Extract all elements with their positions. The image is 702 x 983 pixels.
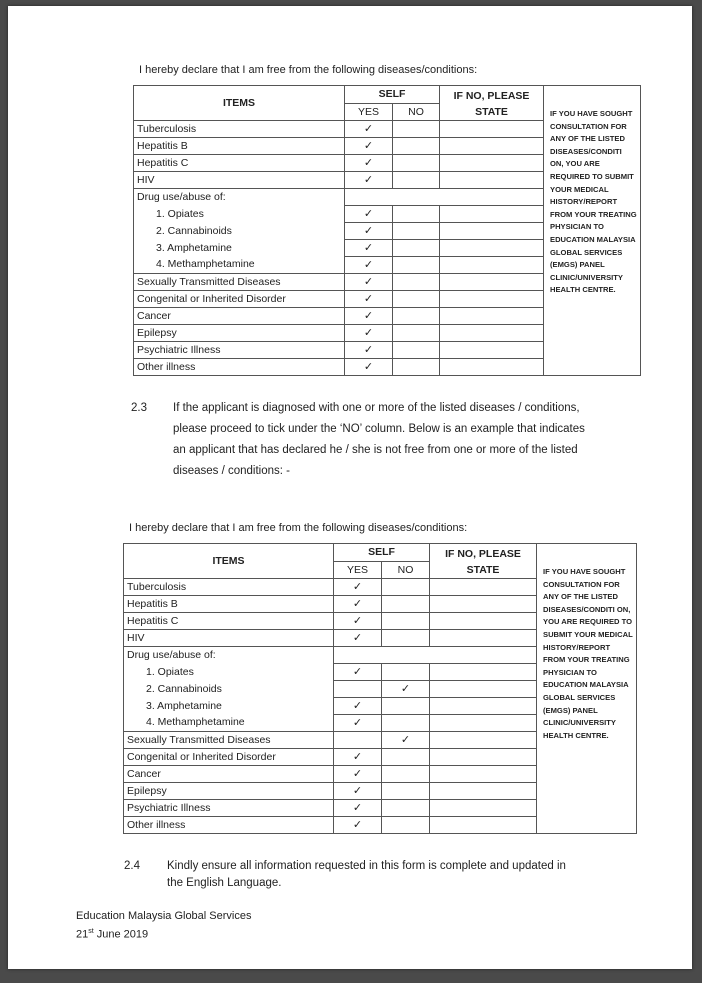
no-cell [393,223,440,240]
no-cell [382,664,430,681]
yes-cell [345,206,393,223]
no-cell [382,681,430,698]
no-cell [393,240,440,257]
no-cell [393,206,440,223]
yes-cell [345,257,393,274]
check-mark-icon: ✓ [352,818,363,831]
if-no-state-cell [440,138,544,155]
yes-cell [334,715,382,732]
yes-cell [334,698,382,715]
check-mark-icon: ✓ [363,275,374,288]
if-no-state-cell [430,579,537,596]
if-no-state-cell [440,240,544,257]
check-mark-icon: ✓ [352,580,363,593]
header-no: NO [393,104,440,121]
row-label: Psychiatric Illness [134,342,345,359]
yes-cell [334,800,382,817]
paragraph-2-3-line-4: diseases / conditions: - [173,465,290,477]
row-label: 1. Opiates [124,664,334,681]
check-mark-icon: ✓ [352,750,363,763]
header-self: SELF [334,544,430,562]
check-mark-icon: ✓ [352,665,363,678]
row-label: 3. Amphetamine [134,240,345,257]
yes-cell [345,359,393,376]
header-self: SELF [345,86,440,104]
yes-cell [334,783,382,800]
row-label: 4. Methamphetamine [124,715,334,732]
if-no-state-cell [430,817,537,834]
yes-cell [345,172,393,189]
row-label: Hepatitis B [134,138,345,155]
no-cell [382,715,430,732]
header-items: ITEMS [124,544,334,579]
row-label: Cancer [124,766,334,783]
no-cell [393,359,440,376]
yes-cell [345,308,393,325]
check-mark-icon: ✓ [363,156,374,169]
yes-cell [345,274,393,291]
row-label: 2. Cannabinoids [124,681,334,698]
check-mark-icon: ✓ [363,360,374,373]
group-span-cell [334,647,537,664]
footer [76,908,251,943]
yes-cell [334,817,382,834]
if-no-state-cell [440,291,544,308]
no-cell [382,766,430,783]
if-no-state-cell [430,732,537,749]
if-no-state-cell [430,664,537,681]
check-mark-icon: ✓ [363,224,374,237]
if-no-state-cell [430,681,537,698]
if-no-state-cell [440,223,544,240]
yes-cell [334,664,382,681]
no-cell [382,613,430,630]
yes-cell [334,596,382,613]
check-mark-icon: ✓ [352,767,363,780]
row-label: Congenital or Inherited Disorder [134,291,345,308]
yes-cell [334,630,382,647]
yes-cell [334,579,382,596]
header-row [134,86,641,104]
yes-cell [345,291,393,308]
yes-cell [334,613,382,630]
no-cell [382,630,430,647]
paragraph-2-4-number: 2.4 [124,860,140,872]
declaration-text-1: I hereby declare that I am free from the following diseases/conditions: [139,64,478,76]
paragraph-2-3-line-2: please proceed to tick under the ‘NO’ column. Below is an example that indicates [173,423,585,435]
if-no-state-cell [440,325,544,342]
if-no-state-cell [430,715,537,732]
no-cell [393,155,440,172]
no-cell [393,121,440,138]
disease-table-1 [133,85,641,376]
if-no-state-cell [430,783,537,800]
no-cell [382,698,430,715]
row-label: Other illness [134,359,345,376]
check-mark-icon: ✓ [363,292,374,305]
header-no: NO [382,562,430,579]
if-no-state-cell [430,800,537,817]
if-no-state-cell [430,766,537,783]
footer-date [76,924,251,943]
row-label: Epilepsy [124,783,334,800]
header-yes: YES [334,562,382,579]
row-label: Congenital or Inherited Disorder [124,749,334,766]
row-label: 1. Opiates [134,206,345,223]
check-mark-icon: ✓ [363,173,374,186]
row-label: Tuberculosis [134,121,345,138]
yes-cell [345,342,393,359]
check-mark-icon: ✓ [363,326,374,339]
no-cell [393,257,440,274]
if-no-state-cell [440,359,544,376]
header-row [124,544,637,562]
if-no-state-cell [440,155,544,172]
footer-date-rest: June 2019 [93,928,149,941]
row-label: Hepatitis B [124,596,334,613]
footer-date-suffix: st [88,928,94,935]
check-mark-icon: ✓ [363,241,374,254]
disease-table-2 [123,543,637,834]
footer-org: Education Malaysia Global Services [76,910,252,922]
header-yes: YES [345,104,393,121]
paragraph-2-4-line-1: Kindly ensure all information requested in this form is complete and updated in [167,860,566,872]
row-label: Cancer [134,308,345,325]
if-no-state-cell [440,172,544,189]
check-mark-icon: ✓ [352,716,363,729]
paragraph-2-3-line-1: If the applicant is diagnosed with one or more of the listed diseases / conditions, [173,402,580,414]
no-cell [382,749,430,766]
no-cell [393,138,440,155]
no-cell [393,172,440,189]
no-cell [393,308,440,325]
group-span-cell [345,189,544,206]
if-no-state-cell [430,698,537,715]
check-mark-icon: ✓ [363,343,374,356]
no-cell [382,579,430,596]
row-label: Drug use/abuse of: [124,647,334,664]
check-mark-icon: ✓ [363,122,374,135]
check-mark-icon: ✓ [363,258,374,271]
check-mark-icon: ✓ [363,207,374,220]
paragraph-2-3 [131,398,651,488]
row-label: HIV [124,630,334,647]
if-no-state-cell [440,257,544,274]
if-no-state-cell [440,308,544,325]
row-label: Sexually Transmitted Diseases [134,274,345,291]
no-cell [393,325,440,342]
if-no-state-cell [440,274,544,291]
header-items: ITEMS [134,86,345,121]
consultation-note: IF YOU HAVE SOUGHT CONSULTATION FOR ANY OF THE LISTED DISEASES/CONDITI ON, YOU ARE REQUIRED TO SUBMIT YOUR MEDICAL HISTORY/REPORT FROM YOUR TREATING PHYSICIAN TO EDUCATION MALAYSIA GLOBAL SERVICES (EMGS) PANEL CLINIC/UNIVERSITY HEALTH CENTRE. [537,544,637,834]
check-mark-icon: ✓ [363,139,374,152]
check-mark-icon: ✓ [352,614,363,627]
paragraph-2-3-line-3: an applicant that has declared he / she is not free from one or more of the listed [173,444,578,456]
no-cell [393,274,440,291]
no-cell [382,817,430,834]
yes-cell [334,681,382,698]
declaration-text-2: I hereby declare that I am free from the following diseases/conditions: [129,522,468,534]
no-cell [382,783,430,800]
consultation-note: IF YOU HAVE SOUGHT CONSULTATION FOR ANY OF THE LISTED DISEASES/CONDITI ON, YOU ARE REQUIRED TO SUBMIT YOUR MEDICAL HISTORY/REPORT FROM YOUR TREATING PHYSICIAN TO EDUCATION MALAYSIA GLOBAL SERVICES (EMGS) PANEL CLINIC/UNIVERSITY HEALTH CENTRE. [544,86,641,376]
paragraph-2-4-line-2: the English Language. [167,877,282,889]
no-cell [393,342,440,359]
row-label: Psychiatric Illness [124,800,334,817]
yes-cell [334,766,382,783]
header-if-no: IF NO, PLEASE STATE [430,544,537,579]
if-no-state-cell [430,596,537,613]
no-cell [382,732,430,749]
header-if-no: IF NO, PLEASE STATE [440,86,544,121]
row-label: Tuberculosis [124,579,334,596]
yes-cell [345,138,393,155]
check-mark-icon: ✓ [352,699,363,712]
yes-cell [334,732,382,749]
yes-cell [334,749,382,766]
row-label: 3. Amphetamine [124,698,334,715]
if-no-state-cell [440,342,544,359]
check-mark-icon: ✓ [400,682,411,695]
row-label: 2. Cannabinoids [134,223,345,240]
row-label: Drug use/abuse of: [134,189,345,206]
yes-cell [345,240,393,257]
check-mark-icon: ✓ [400,733,411,746]
if-no-state-cell [440,206,544,223]
yes-cell [345,223,393,240]
row-label: HIV [134,172,345,189]
yes-cell [345,155,393,172]
yes-cell [345,121,393,138]
document-page [8,6,692,969]
no-cell [382,596,430,613]
no-cell [382,800,430,817]
check-mark-icon: ✓ [352,801,363,814]
row-label: 4. Methamphetamine [134,257,345,274]
row-label: Other illness [124,817,334,834]
no-cell [393,291,440,308]
if-no-state-cell [440,121,544,138]
if-no-state-cell [430,630,537,647]
check-mark-icon: ✓ [352,597,363,610]
check-mark-icon: ✓ [352,631,363,644]
row-label: Sexually Transmitted Diseases [124,732,334,749]
yes-cell [345,325,393,342]
check-mark-icon: ✓ [363,309,374,322]
check-mark-icon: ✓ [352,784,363,797]
row-label: Hepatitis C [124,613,334,630]
if-no-state-cell [430,613,537,630]
paragraph-2-4 [124,858,654,898]
paragraph-2-3-number: 2.3 [131,402,147,414]
footer-date-day: 21 [76,928,89,941]
if-no-state-cell [430,749,537,766]
row-label: Hepatitis C [134,155,345,172]
row-label: Epilepsy [134,325,345,342]
